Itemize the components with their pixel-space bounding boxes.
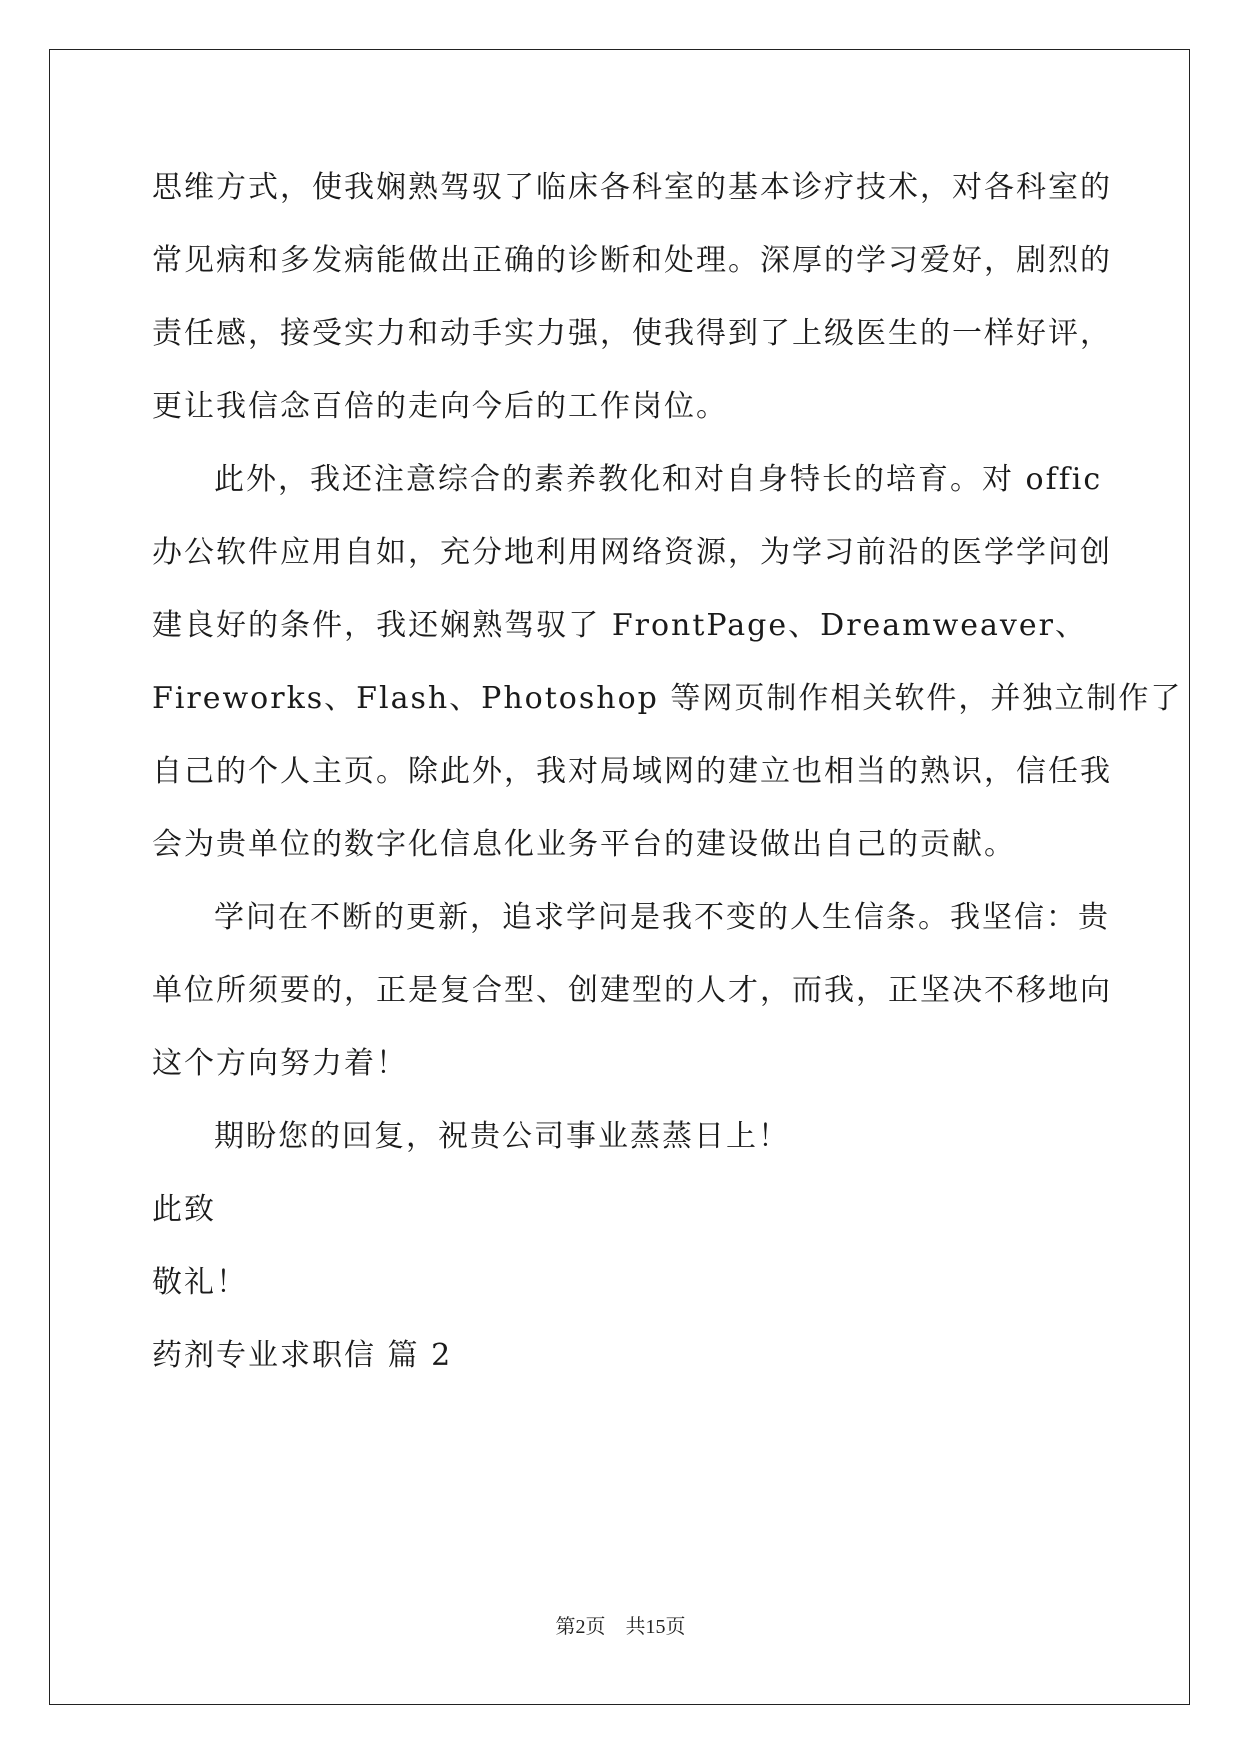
paragraph-line: 建良好的条件，我还娴熟驾驭了 FrontPage、Dreamweaver、	[152, 608, 1087, 643]
page-border	[49, 49, 1190, 1705]
footer-total-number: 15	[645, 1616, 666, 1638]
paragraph-line: 自己的个人主页。除此外，我对局域网的建立也相当的熟识，信任我	[152, 754, 1112, 789]
paragraph-line: 这个方向努力着！	[152, 1046, 408, 1081]
page-footer	[0, 1612, 1241, 1641]
paragraph-line: Fireworks、Flash、Photoshop 等网页制作相关软件，并独立制作了	[152, 681, 1183, 716]
footer-total-suffix: 页	[665, 1614, 686, 1638]
paragraph-line: 责任感，接受实力和动手实力强，使我得到了上级医生的一样好评，	[152, 316, 1112, 351]
paragraph-line: 学问在不断的更新，追求学问是我不变的人生信条。我坚信：贵	[214, 900, 1110, 935]
paragraph-line: 单位所须要的，正是复合型、创建型的人才，而我，正坚决不移地向	[152, 973, 1112, 1008]
paragraph-line: 思维方式，使我娴熟驾驭了临床各科室的基本诊疗技术，对各科室的	[152, 170, 1112, 205]
footer-total-label: 共	[625, 1614, 646, 1638]
footer-page-label: 第	[555, 1614, 576, 1638]
paragraph-line: 常见病和多发病能做出正确的诊断和处理。深厚的学习爱好，剧烈的	[152, 243, 1112, 278]
paragraph-line: 更让我信念百倍的走向今后的工作岗位。	[152, 389, 728, 424]
section-heading: 药剂专业求职信 篇 2	[152, 1338, 453, 1373]
paragraph-line: 会为贵单位的数字化信息化业务平台的建设做出自己的贡献。	[152, 827, 1016, 862]
paragraph-line: 此外，我还注意综合的素养教化和对自身特长的培育。对 offic	[214, 462, 1103, 497]
salutation-jingli: 敬礼！	[152, 1265, 248, 1300]
salutation-cizhi: 此致	[152, 1192, 216, 1227]
paragraph-line: 办公软件应用自如，充分地利用网络资源，为学习前沿的医学学问创	[152, 535, 1112, 570]
footer-page-suffix: 页	[585, 1614, 606, 1638]
closing-wish: 期盼您的回复，祝贵公司事业蒸蒸日上！	[214, 1119, 790, 1154]
footer-page-number: 2	[575, 1616, 586, 1638]
